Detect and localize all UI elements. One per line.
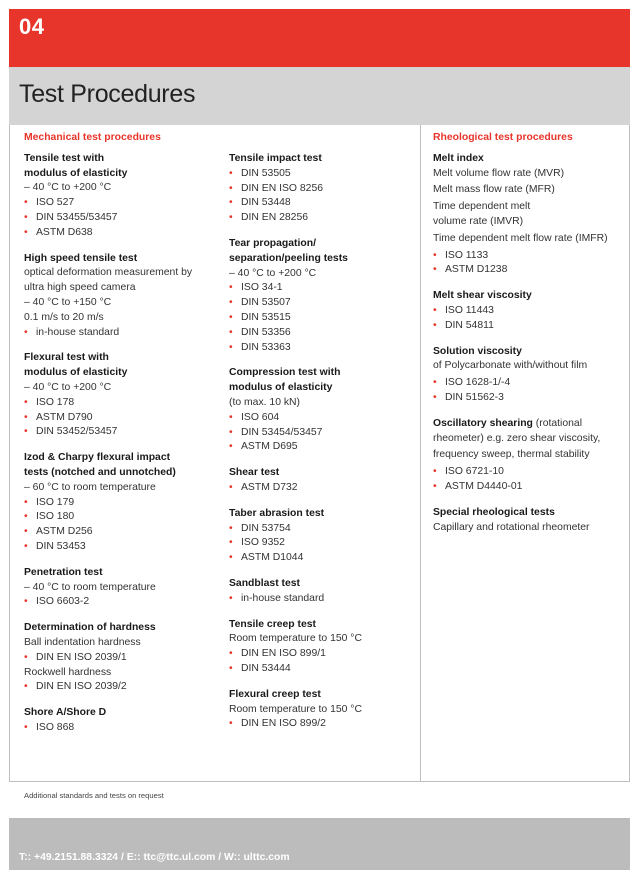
procedure-detail: Melt mass flow rate (MFR): [433, 184, 555, 196]
procedure-block: [24, 351, 206, 440]
standard-item: • DIN 53505: [229, 167, 411, 182]
standard-item: • in-house standard: [229, 592, 411, 607]
standard-item: • DIN 53452/53457: [24, 425, 206, 440]
standard-item: • DIN 53363: [229, 341, 411, 356]
procedure-block: [229, 366, 411, 455]
standard-item: • DIN 53444: [229, 662, 411, 677]
procedure-detail: 0.1 m/s to 20 m/s: [24, 311, 104, 323]
procedure-block: [433, 152, 623, 278]
standard-item: • DIN EN ISO 8256: [229, 182, 411, 197]
procedure-detail: Room temperature to 150 °C: [229, 633, 362, 645]
standard-item: • ISO 179: [24, 496, 206, 511]
standard-item: • ASTM D638: [24, 226, 206, 241]
procedure-detail: – 40 °C to +200 °C: [24, 182, 112, 194]
mechanical-col2-blocks: [229, 152, 411, 732]
procedure-detail: Capillary and rotational rheometer: [433, 521, 590, 533]
standard-item: • DIN 53515: [229, 311, 411, 326]
procedure-block: [24, 252, 206, 341]
procedure-heading: Tensile impact test: [229, 153, 322, 164]
procedure-detail: (to max. 10 kN): [229, 396, 301, 408]
procedure-detail: frequency sweep, thermal stability: [433, 449, 590, 461]
mechanical-section-title: Mechanical test procedures: [24, 132, 161, 143]
procedure-detail: Melt volume flow rate (MVR): [433, 167, 565, 179]
procedure-heading: Tear propagation/: [229, 237, 316, 249]
procedure-heading: modulus of elasticity: [24, 167, 128, 179]
procedure-heading: Compression test with: [229, 367, 341, 379]
procedure-block: [229, 618, 411, 677]
procedure-detail: Rockwell hardness: [24, 666, 112, 678]
procedure-detail: – 40 °C to +150 °C: [24, 296, 112, 308]
mechanical-column-2: [229, 152, 411, 743]
procedure-heading: Oscillatory shearing (rotational: [433, 417, 582, 429]
procedure-block: [24, 621, 206, 695]
procedure-heading: Izod & Charpy flexural impact: [24, 452, 171, 464]
standard-item: • ASTM D790: [24, 411, 206, 426]
procedure-detail: optical deformation measurement by: [24, 267, 193, 279]
procedure-heading: Tensile creep test: [229, 618, 317, 630]
standard-item: • ISO 11443: [433, 304, 623, 319]
rheological-section-title: Rheological test procedures: [433, 132, 573, 143]
procedure-block: [24, 451, 206, 555]
standard-item: • ASTM D1238: [433, 263, 623, 278]
standard-item: • ISO 6721-10: [433, 465, 623, 480]
standard-item: • ISO 1628-1/-4: [433, 376, 623, 391]
procedure-detail: Ball indentation hardness: [24, 636, 141, 648]
page-title: Test Procedures: [19, 80, 196, 108]
standard-item: • ISO 868: [24, 721, 206, 736]
procedure-heading: High speed tensile test: [24, 252, 138, 264]
standard-item: • ASTM D695: [229, 440, 411, 455]
procedure-block: [229, 466, 411, 496]
procedure-block: [229, 237, 411, 355]
procedure-heading: Shore A/Shore D: [24, 707, 107, 719]
rheological-column: [433, 131, 623, 546]
standard-item: • DIN 53356: [229, 326, 411, 341]
procedure-detail: – 60 °C to room temperature: [24, 481, 156, 493]
standard-item: • ISO 178: [24, 396, 206, 411]
heading-suffix: (rotational: [532, 417, 582, 429]
procedure-heading: Melt index: [433, 152, 484, 164]
standard-item: • DIN 51562-3: [433, 391, 623, 406]
standard-item: • DIN 54811: [433, 319, 623, 334]
standard-item: • ISO 180: [24, 510, 206, 525]
procedure-block: [229, 577, 411, 607]
procedure-block: [433, 345, 623, 406]
standard-item: • ASTM D256: [24, 525, 206, 540]
standard-item: • ISO 1133: [433, 249, 623, 264]
procedure-block: [24, 152, 206, 241]
procedure-heading: separation/peeling tests: [229, 252, 348, 264]
mechanical-column-1: [24, 131, 206, 747]
standard-item: • DIN 53454/53457: [229, 426, 411, 441]
procedure-heading: Penetration test: [24, 566, 103, 578]
procedure-heading: Determination of hardness: [24, 622, 156, 634]
procedure-heading: Sandblast test: [229, 577, 301, 589]
procedure-heading: Tensile test with: [24, 152, 105, 164]
procedure-detail: of Polycarbonate with/without film: [433, 360, 588, 372]
standard-item: • DIN EN ISO 899/1: [229, 647, 411, 662]
procedure-block: [433, 289, 623, 333]
frame-right-border: [629, 125, 630, 782]
standard-item: • ASTM D732: [229, 481, 411, 496]
standard-item: • ISO 34-1: [229, 281, 411, 296]
standard-item: • DIN EN ISO 899/2: [229, 717, 411, 732]
chapter-number: 04: [19, 14, 45, 39]
procedure-block: [433, 417, 623, 495]
procedure-detail: – 40 °C to +200 °C: [24, 381, 112, 393]
chapter-bar: [9, 9, 630, 67]
procedure-detail: Time dependent melt volume rate (IMVR): [433, 201, 531, 227]
standard-item: • ISO 604: [229, 411, 411, 426]
procedure-detail: – 40 °C to +200 °C: [229, 267, 317, 279]
procedure-detail: Room temperature to 150 °C: [229, 703, 362, 715]
standard-item: • ASTM D1044: [229, 551, 411, 566]
procedure-heading: Taber abrasion test: [229, 507, 325, 519]
standard-item: • ISO 527: [24, 196, 206, 211]
procedure-detail: rheometer) e.g. zero shear viscosity,: [433, 432, 601, 444]
frame-left-border: [9, 125, 10, 782]
standard-item: • DIN 53448: [229, 196, 411, 211]
mechanical-col1-blocks: [24, 152, 206, 736]
procedure-detail: Time dependent melt flow rate (IMFR): [433, 232, 608, 244]
standard-item: • ISO 6603-2: [24, 595, 206, 610]
standard-item: • DIN 53453: [24, 540, 206, 555]
standard-item: • ISO 9352: [229, 536, 411, 551]
procedure-heading: Flexural creep test: [229, 688, 321, 700]
procedure-block: [229, 507, 411, 566]
procedure-heading: Flexural test with: [24, 352, 109, 364]
procedure-block: [433, 506, 623, 536]
standard-item: • in-house standard: [24, 326, 206, 341]
procedure-block: [229, 688, 411, 732]
procedure-heading: modulus of elasticity: [229, 382, 333, 394]
procedure-block: [24, 706, 206, 736]
footnote: Additional standards and tests on request: [24, 791, 164, 800]
standard-item: • DIN EN ISO 2039/2: [24, 680, 206, 695]
frame-bottom-border: [9, 781, 630, 782]
standard-item: • DIN EN ISO 2039/1: [24, 651, 206, 666]
column-divider: [420, 125, 421, 782]
standard-item: • DIN 53455/53457: [24, 211, 206, 226]
standard-item: • ASTM D4440-01: [433, 480, 623, 495]
standard-item: • DIN 53754: [229, 522, 411, 537]
procedure-heading: Melt shear viscosity: [433, 290, 532, 302]
procedure-block: [229, 152, 411, 226]
standard-item: • DIN EN 28256: [229, 211, 411, 226]
procedure-heading: tests (notched and unnotched): [24, 466, 176, 478]
standard-item: • DIN 53507: [229, 296, 411, 311]
procedure-heading: Special rheological tests: [433, 506, 555, 518]
procedure-block: [24, 566, 206, 610]
procedure-heading: Solution viscosity: [433, 345, 522, 357]
procedure-detail: – 40 °C to room temperature: [24, 581, 156, 593]
procedure-heading: Shear test: [229, 467, 280, 479]
contact-line: T:: +49.2151.88.3324 / E:: ttc@ttc.ul.com / W:: ulttc.com: [19, 852, 290, 863]
procedure-heading: modulus of elasticity: [24, 367, 128, 379]
procedure-detail: ultra high speed camera: [24, 282, 136, 294]
rheological-blocks: [433, 152, 623, 536]
